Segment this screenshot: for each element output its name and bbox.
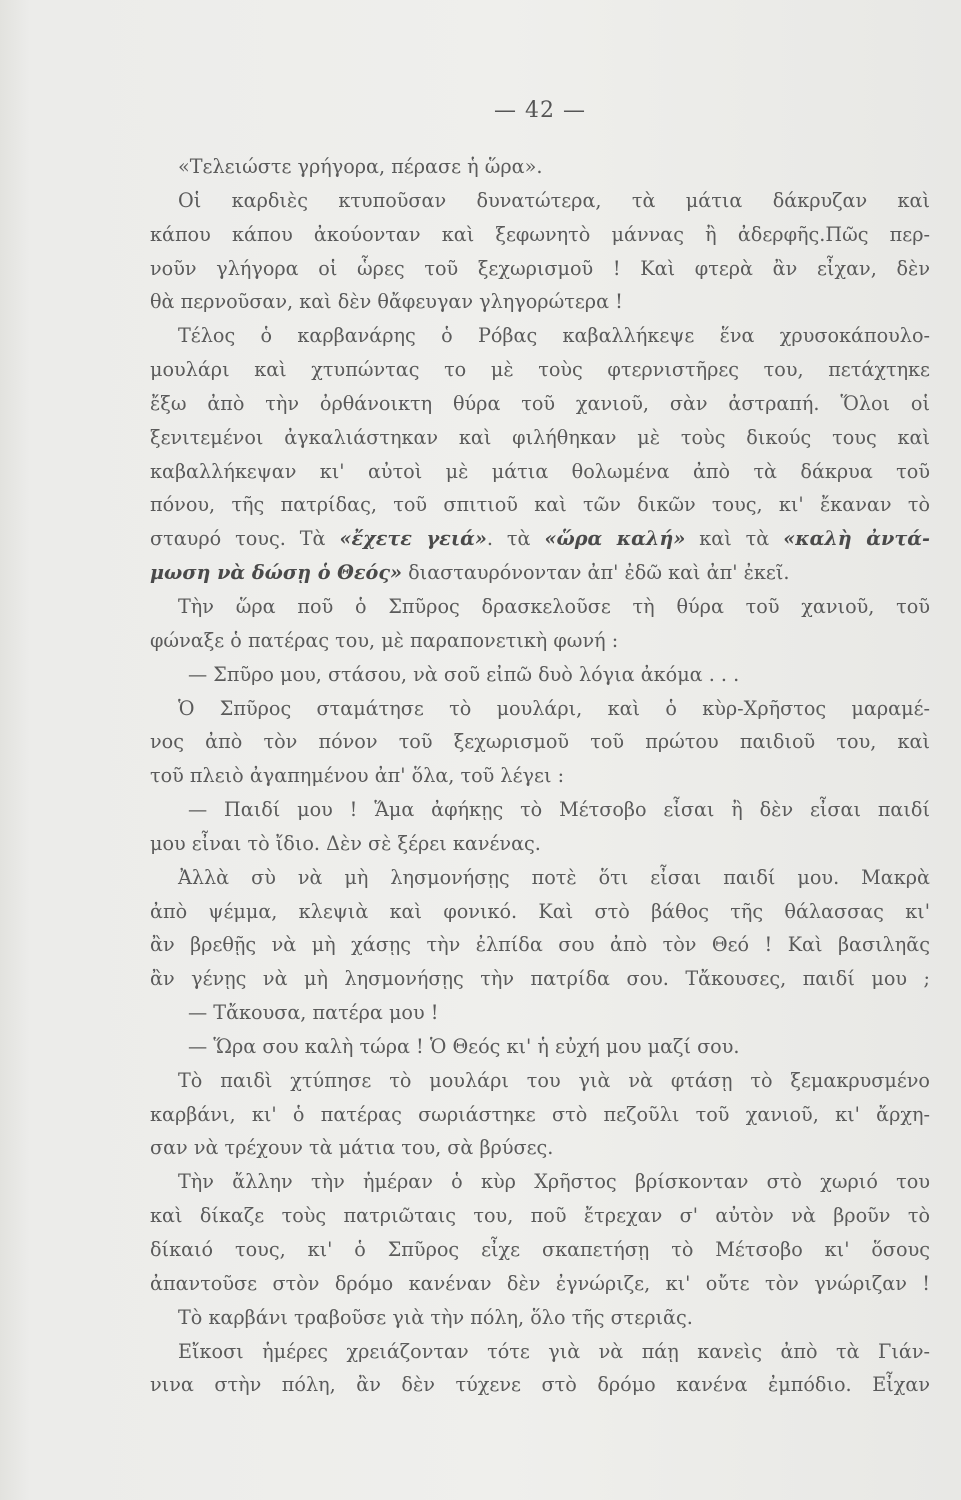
text-line [150,150,930,184]
text-line [150,658,930,692]
text-line [150,759,930,793]
line-text: πόνου, τῆς πατρίδας, τοῦ σπιτιοῦ καὶ τῶν δικῶν τους, κι' ἔκαναν τὸ [150,493,930,517]
page-number: — 42 — [494,98,586,123]
text-line [150,522,930,556]
text-line [150,1098,930,1132]
emphasis-text: «καλὴ ἀντά- [783,527,930,551]
text-line [150,1233,930,1267]
text-line [150,319,930,353]
text-line [150,1199,930,1233]
text-line [150,1267,930,1301]
line-text: Οἱ καρδιὲς κτυποῦσαν δυνατώτερα, τὰ μάτια δάκρυζαν καὶ [178,188,930,212]
text-line [150,861,930,895]
line-text: θὰ περνοῦσαν, καὶ δὲν θἄφευγαν γληγορώτερα ! [150,290,623,314]
line-text: καὶ δίκαζε τοὺς πατριῶταις του, ποῦ ἔτρεχαν σ' αὐτὸν νὰ βροῦν τὸ [150,1204,930,1228]
line-text: μου εἶναι τὸ ἴδιο. Δὲν σὲ ξέρει κανένας. [150,831,541,855]
text-line [150,1131,930,1165]
line-text: Τὴν ὥρα ποῦ ὁ Σπῦρος δρασκελοῦσε τὴ θύρα τοῦ χανιοῦ, τοῦ [178,594,930,618]
text-line [150,1301,930,1335]
line-text: σαν νὰ τρέχουν τὰ μάτια του, σὰ βρύσες. [150,1136,554,1160]
line-text: κάπου κάπου ἀκούονταν καὶ ξεφωνητὸ μάννας ἢ ἀδερφῆς.Πῶς περ- [150,222,930,246]
line-text: δίκαιό τους, κι' ὁ Σπῦρος εἶχε σκαπετήσῃ τὸ Μέτσοβο κι' ὅσους [150,1238,930,1261]
line-text: νινα στὴν πόλη, ἂν δὲν τύχενε στὸ δρόμο κανένα ἐμπόδιο. Εἶχαν [150,1373,930,1397]
line-text: ἂν βρεθῇς νὰ μὴ χάσῃς τὴν ἐλπίδα σου ἀπὸ τὸν Θεό ! Καὶ βασιληᾶς [150,933,930,957]
line-text: ἔξω ἀπὸ τὴν ὀρθάνοικτη θύρα τοῦ χανιοῦ, σὰν ἀστραπή. Ὅλοι οἱ [150,391,930,415]
text-line [150,962,930,996]
text-line [150,1368,930,1402]
text-line [150,488,930,522]
text-line [150,895,930,929]
text-line [150,1030,930,1064]
text-line [150,353,930,387]
text-line [150,692,930,726]
line-text: «Τελειώστε γρήγορα, πέρασε ἡ ὥρα». [178,155,543,178]
text-line [150,590,930,624]
line-text: ἀπὸ ψέμμα, κλεψιὰ καὶ φονικό. Καὶ στὸ βάθος τῆς θάλασσας κι' [150,899,930,923]
emphasis-text: «ὥρα καλή» [544,527,686,551]
line-text: . τὰ [486,527,531,551]
text-line [150,827,930,861]
line-text: μουλάρι καὶ χτυπώντας το μὲ τοὺς φτερνιστῆρες του, πετάχτηκε [150,358,930,382]
text-line [150,996,930,1030]
text-line [150,793,930,827]
line-text: καὶ τὰ [685,527,784,551]
line-text: — Ὥρα σου καλὴ τώρα ! Ὁ Θεός κι' ἡ εὐχή μου μαζί σου. [188,1034,740,1058]
line-text: φώναξε ὁ πατέρας του, μὲ παραπονετικὴ φωνή : [150,628,619,652]
line-text: ἀπαντοῦσε στὸν δρόμο κανέναν δὲν ἐγνώριζε, κι' οὔτε τὸν γνώριζαν ! [150,1271,930,1295]
emphasis-text: «ἔχετε γειά» [339,527,487,551]
text-line [150,1064,930,1098]
line-text: Ὁ Σπῦρος σταμάτησε τὸ μουλάρι, καὶ ὁ κὺρ-Χρῆστος μαραμέ- [178,696,930,720]
text-line [150,725,930,759]
text-line [150,252,930,286]
text-line [150,387,930,421]
line-text: τοῦ πλειὸ ἀγαπημένου ἀπ' ὅλα, τοῦ λέγει : [150,764,565,788]
line-text: ἂν γένῃς νὰ μὴ λησμονήσῃς τὴν πατρίδα σου. Τἄκουσες, παιδί μου ; [150,967,930,991]
line-text: — Παιδί μου ! Ἅμα ἀφήκῃς τὸ Μέτσοβο εἶσαι ἢ δὲν εἶσαι παιδί [188,798,930,822]
line-text: Εἴκοσι ἡμέρες χρειάζονταν τότε γιὰ νὰ πάῃ κανεὶς ἀπὸ τὰ Γιάν- [178,1339,930,1363]
text-line [150,556,930,590]
emphasis-text: μωση νὰ δώσῃ ὁ Θεός» [150,561,403,585]
line-text: νος ἀπὸ τὸν πόνον τοῦ ξεχωρισμοῦ τοῦ πρώτου παιδιοῦ του, καὶ [150,730,930,754]
text-line [150,928,930,962]
line-text: σταυρό τους. Τὰ [150,527,326,551]
text-line [150,1335,930,1369]
line-text: Τέλος ὁ καρβανάρης ὁ Ρόβας καβαλλήκεψε ἕνα χρυσοκάπουλο- [178,324,930,348]
line-text: νοῦν γλήγορα οἱ ὧρες τοῦ ξεχωρισμοῦ ! Καὶ φτερὰ ἂν εἶχαν, δὲν [150,256,930,280]
line-text: — Τἄκουσα, πατέρα μου ! [188,1001,439,1025]
text-line [150,285,930,319]
text-line [150,1165,930,1199]
text-line [150,421,930,455]
text-line [150,455,930,489]
line-text: ξενιτεμένοι ἀγκαλιάστηκαν καὶ φιλήθηκαν μὲ τοὺς δικούς τους καὶ [150,425,930,449]
line-text: Τὸ παιδὶ χτύπησε τὸ μουλάρι του γιὰ νὰ φτάσῃ τὸ ξεμακρυσμένο [178,1068,930,1092]
text-line [150,218,930,252]
line-text: καρβάνι, κι' ὁ πατέρας σωριάστηκε στὸ πεζοῦλι τοῦ χανιοῦ, κι' ἄρχη- [150,1102,930,1126]
line-text: Ἀλλὰ σὺ νὰ μὴ λησμονήσῃς ποτὲ ὅτι εἶσαι παιδί μου. Μακρὰ [178,865,930,889]
text-line [150,624,930,658]
text-line [150,184,930,218]
line-text: διασταυρόνονταν ἀπ' ἐδῶ καὶ ἀπ' ἐκεῖ. [402,561,790,585]
line-text: Τὸ καρβάνι τραβοῦσε γιὰ τὴν πόλη, ὅλο τῆς στεριᾶς. [178,1305,693,1329]
line-text: — Σπῦρο μου, στάσου, νὰ σοῦ εἰπῶ δυὸ λόγια ἀκόμα . . . [188,662,740,686]
body-text [150,150,930,1402]
line-text: Τὴν ἄλλην τὴν ἡμέραν ὁ κὺρ Χρῆστος βρίσκονταν στὸ χωριό του [178,1170,930,1194]
line-text: καβαλλήκεψαν κι' αὐτοὶ μὲ μάτια θολωμένα ἀπὸ τὰ δάκρυα τοῦ [150,459,930,483]
